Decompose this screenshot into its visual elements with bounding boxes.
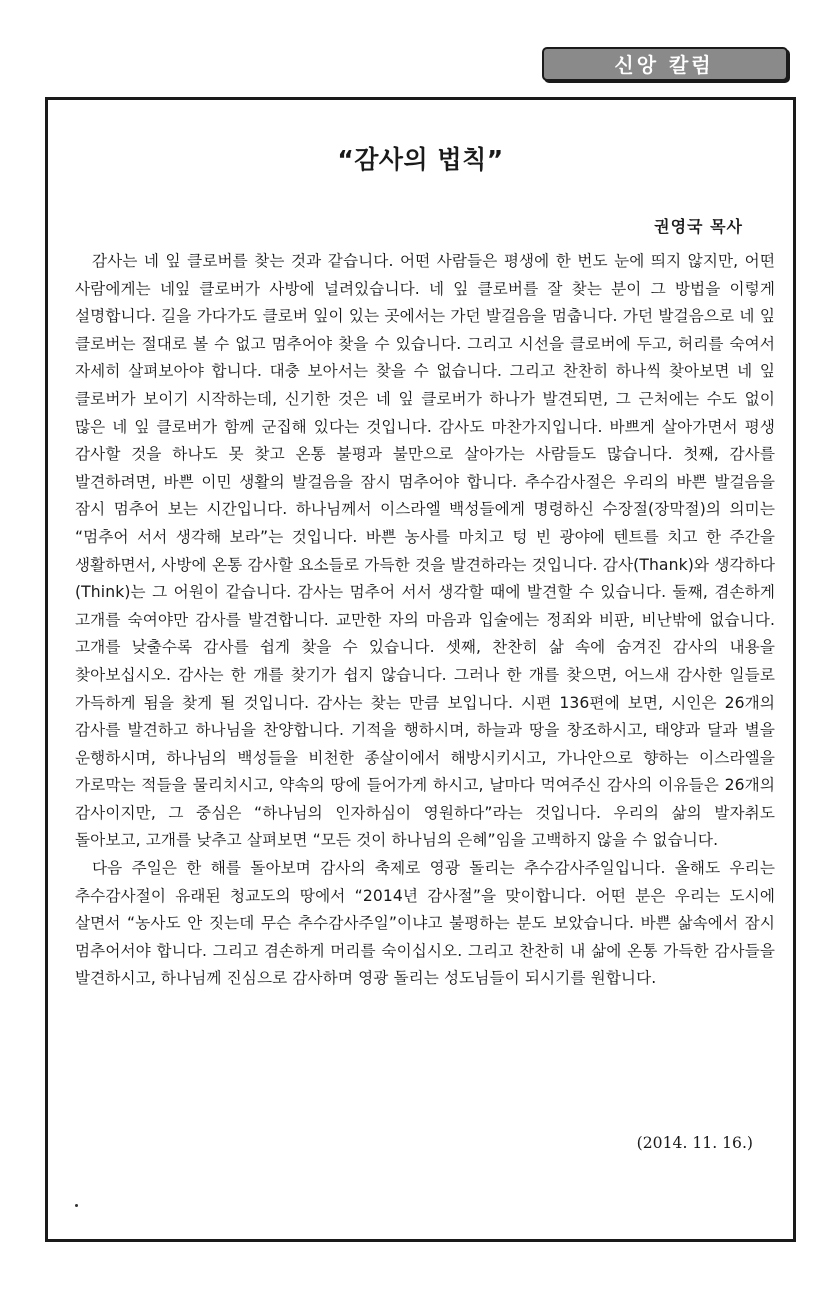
article-body (75, 248, 775, 993)
article-author: 권영국 목사 (654, 217, 743, 236)
article-date: (2014. 11. 16.) (636, 1134, 753, 1152)
section-badge (542, 47, 788, 81)
stray-dot (75, 1204, 78, 1207)
paragraph: 감사는 네 잎 클로버를 찾는 것과 같습니다. 어떤 사람들은 평생에 한 번도 눈에 띄지 않지만, 어떤 사람에게는 네잎 클로버가 사방에 널려있습니다. 네 잎 클로버를 잘 찾는 분이 그 방법을 이렇게 설명합니다. 길을 가다가도 클로버 잎이 있는 곳에서는 가던 발걸음을 멈춥니다. 가던 발걸음으로 네 잎 클로버는 절대로 볼 수 없고 멈추어야 찾을 수 있습니다. 그리고 시선을 클로버에 두고, 허리를 숙여서 자세히 살펴보아야 합니다. 대충 보아서는 찾을 수 없습니다. 그리고 찬찬히 하나씩 찾아보면 네 잎 클로버가 보이기 시작하는데, 신기한 것은 네 잎 클로버가 하나가 발견되면, 그 근처에는 수도 없이 많은 네 잎 클로버가 함께 군집해 있다는 것입니다. 감사도 마찬가지입니다. 바쁘게 살아가면서 평생 감사할 것을 하나도 못 찾고 온통 불평과 불만으로 살아가는 사람들도 많습니다. 첫째, 감사를 발견하려면, 바쁜 이민 생활의 발걸음을 잠시 멈추어야 합니다. 추수감사절은 우리의 바쁜 발걸음을 잠시 멈추어 보는 시간입니다. 하나님께서 이스라엘 백성들에게 명령하신 수장절(장막절)의 의미는 “멈추어 서서 생각해 보라”는 것입니다. 바쁜 농사를 마치고 텅 빈 광야에 텐트를 치고 한 주간을 생활하면서, 사방에 온통 감사할 요소들로 가득한 것을 발견하라는 것입니다. 감사(Thank)와 생각하다(Think)는 그 어원이 같습니다. 감사는 멈추어 서서 생각할 때에 발견할 수 있습니다. 둘째, 겸손하게 고개를 숙여야만 감사를 발견합니다. 교만한 자의 마음과 입술에는 정죄와 비판, 비난밖에 없습니다. 고개를 낮출수록 감사를 쉽게 찾을 수 있습니다. 셋째, 찬찬히 삶 속에 숨겨진 감사의 내용을 찾아보십시오. 감사는 한 개를 찾기가 쉽지 않습니다. 그러나 한 개를 찾으면, 어느새 감사한 일들로 가득하게 됨을 찾게 될 것입니다. 감사는 찾는 만큼 보입니다. 시편 136편에 보면, 시인은 26개의 감사를 발견하고 하나님을 찬양합니다. 기적을 행하시며, 하늘과 땅을 창조하시고, 태양과 달과 별을 운행하시며, 하나님의 백성들을 비천한 종살이에서 해방시키시고, 가나안으로 향하는 이스라엘을 가로막는 적들을 물리치시고, 약속의 땅에 들어가게 하시고, 날마다 먹여주신 감사의 이유들은 26개의 감사이지만, 그 중심은 “하나님의 인자하심이 영원하다”라는 것입니다. 우리의 삶의 발자취도 돌아보고, 고개를 낮추고 살펴보면 “모든 것이 하나님의 은혜”임을 고백하지 않을 수 없습니다. (75, 252, 775, 850)
section-label: 신앙 칼럼 (614, 53, 714, 77)
article-title: “감사의 법칙” (337, 145, 504, 174)
paragraph: 다음 주일은 한 해를 돌아보며 감사의 축제로 영광 돌리는 추수감사주일입니다. 올해도 우리는 추수감사절이 유래된 청교도의 땅에서 “2014년 감사절”을 맞이합니다. 어떤 분은 우리는 도시에 살면서 “농사도 안 짓는데 무슨 추수감사주일”이냐고 불평하는 분도 보았습니다. 바쁜 삶속에서 잠시 멈추어서야 합니다. 그리고 겸손하게 머리를 숙이십시오. 그리고 찬찬히 내 삶에 온통 가득한 감사들을 발견하시고, 하나님께 진심으로 감사하며 영광 돌리는 성도님들이 되시기를 원합니다. (75, 859, 775, 988)
column-frame (45, 97, 796, 1242)
